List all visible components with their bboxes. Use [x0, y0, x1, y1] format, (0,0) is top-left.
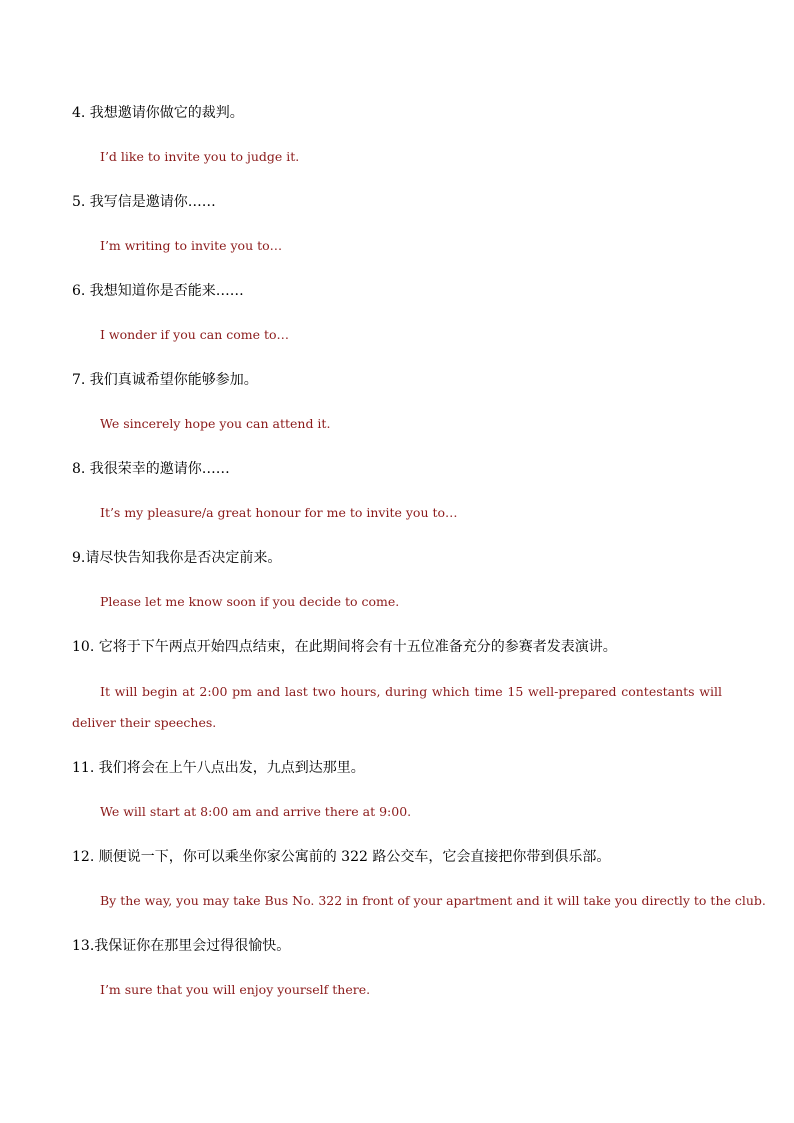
- question-12: 12. 顺便说一下，你可以乘坐你家公寓前的 322 路公交车，它会直接把你带到俱乐部。: [72, 849, 611, 865]
- question-13: 13.我保证你在那里会过得很愉快。: [72, 938, 291, 954]
- question-8: 8. 我很荣幸的邀请你……: [72, 461, 230, 477]
- question-9: 9.请尽快告知我你是否决定前来。: [72, 550, 282, 566]
- answer-6: I wonder if you can come to…: [100, 327, 290, 342]
- question-11: 11. 我们将会在上午八点出发，九点到达那里。: [72, 760, 365, 776]
- answer-13: I’m sure that you will enjoy yourself there.: [100, 982, 371, 997]
- answer-9: Please let me know soon if you decide to come.: [100, 594, 400, 609]
- answer-4: I’d like to invite you to judge it.: [100, 149, 300, 164]
- question-10: 10. 它将于下午两点开始四点结束，在此期间将会有十五位准备充分的参赛者发表演讲。: [72, 639, 617, 655]
- question-6: 6. 我想知道你是否能来……: [72, 283, 244, 299]
- answer-7: We sincerely hope you can attend it.: [100, 416, 331, 431]
- question-7: 7. 我们真诚希望你能够参加。: [72, 372, 258, 388]
- question-5: 5. 我写信是邀请你……: [72, 194, 216, 210]
- answer-5: I’m writing to invite you to…: [100, 238, 283, 253]
- answer-12: By the way, you may take Bus No. 322 in front of your apartment and it will take you directly to the club.: [100, 893, 766, 908]
- answer-10: It will begin at 2:00 pm and last two hours, during which time 15 well-prepared contestants will deliver their speeches.: [72, 684, 722, 730]
- answer-8: It’s my pleasure/a great honour for me to invite you to…: [100, 505, 458, 520]
- question-4: 4. 我想邀请你做它的裁判。: [72, 105, 244, 121]
- answer-11: We will start at 8:00 am and arrive there at 9:00.: [100, 804, 412, 819]
